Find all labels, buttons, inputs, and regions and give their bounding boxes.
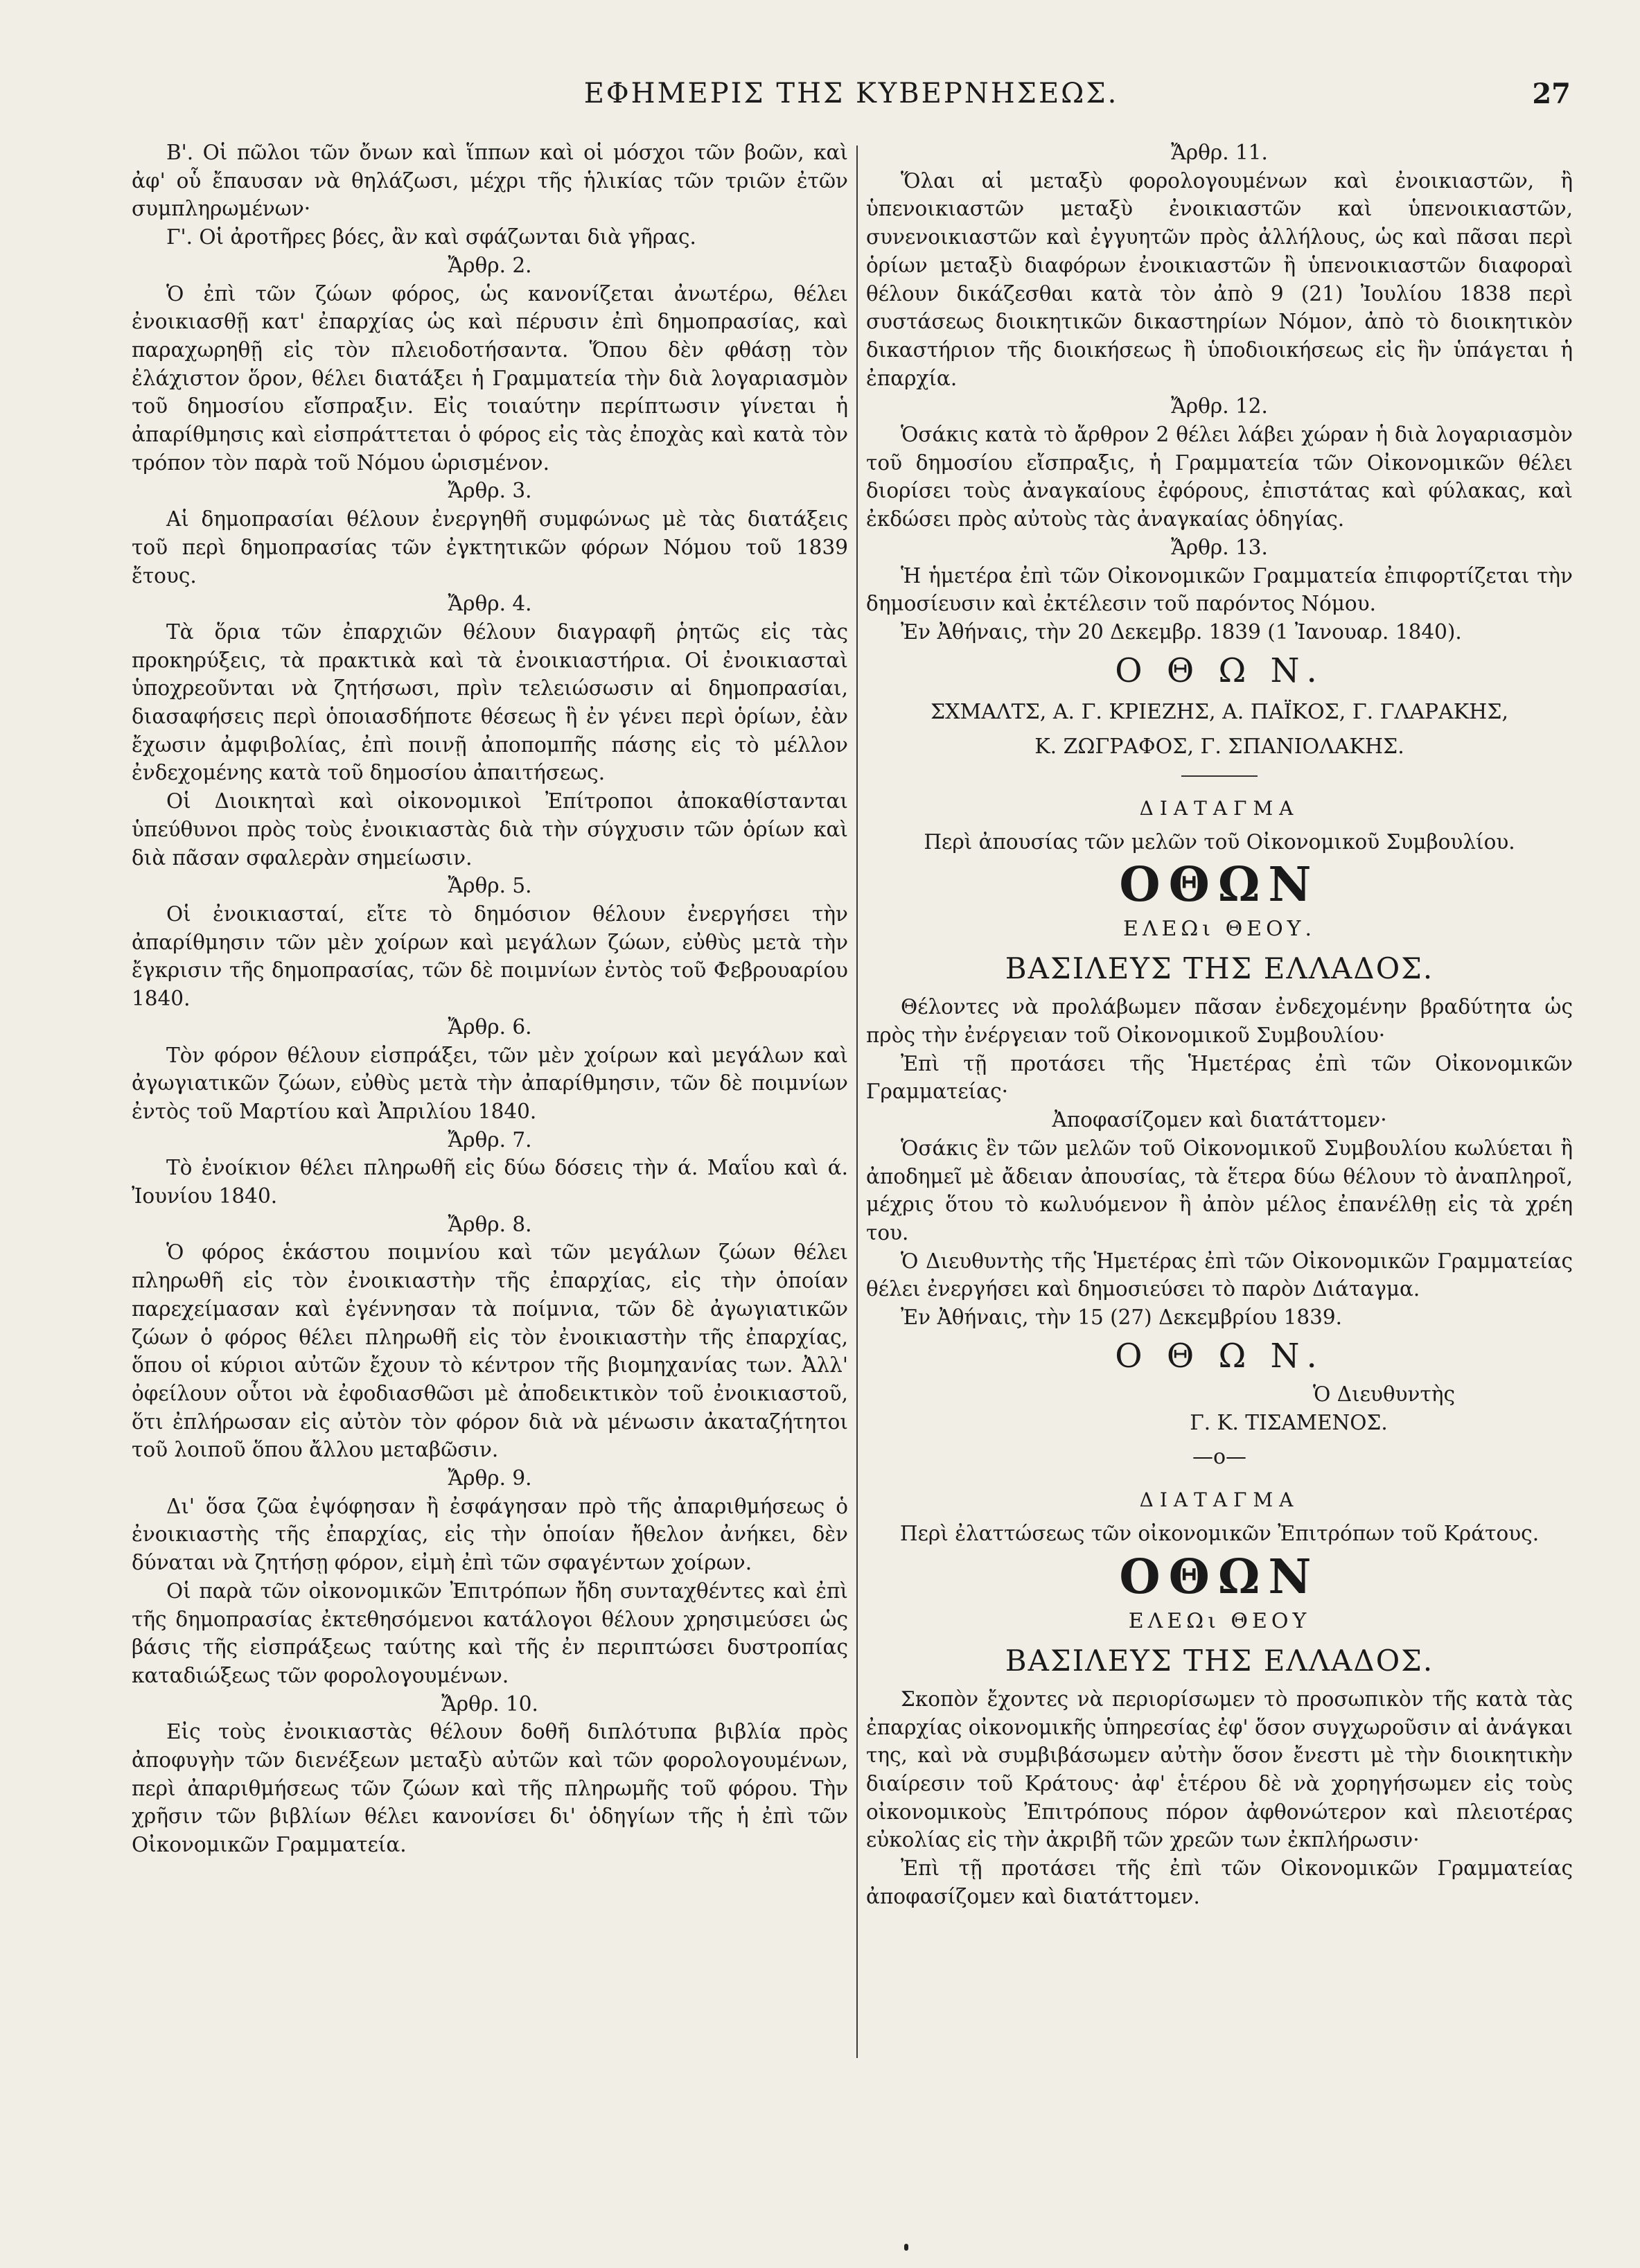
ministers-signatures: ΣΧΜΑΛΤΣ, Α. Γ. ΚΡΙΕΖΗΣ, Α. ΠΑΪΚΟΣ, Γ. ΓΛΑΡΑΚΗΣ, — [930, 699, 1509, 724]
paragraph: Τὸ ἐνοίκιον θέλει πληρωθῆ εἰς δύω δόσεις τὴν ά. Μαΐου καὶ ά. Ἰουνίου 1840. — [132, 1156, 848, 1208]
paragraph: Εἰς τοὺς ἐνοικιαστὰς θέλουν δοθῆ διπλότυπα βιβλία πρὸς ἀποφυγὴν τῶν διενέξεων μεταξὺ αὐτῶν καὶ τῶν φορολογουμένων, περὶ ἀπαριθμήσεως τῶν ζώων καὶ τῆς πληρωμῆς τοῦ φόρου. Τὴν χρῆσιν τῶν βιβλίων θέλει κανονίσει δι' ὁδηγίων τῆς ἡ ἐπὶ τῶν Οἰκονομικῶν Γραμματεία. — [132, 1720, 848, 1857]
paragraph: Δι' ὅσα ζῶα ἐψόφησαν ἢ ἐσφάγησαν πρὸ τῆς ἀπαριθμήσεως ὁ ἐνοικιαστὴς τῆς ἐπαρχίας, εἰς τὴν ὁποίαν ἤθελον ἀνήκει, δὲν δύναται νὰ ζητήσῃ φόρον, εἰμὴ ἐπὶ τῶν σφαγέντων χοίρων. — [132, 1494, 848, 1575]
article-heading: Ἄρθρ. 13. — [1171, 535, 1268, 559]
article-heading: Ἄρθρ. 7. — [448, 1127, 532, 1152]
paragraph: Β'. Οἱ πῶλοι τῶν ὄνων καὶ ἵππων καὶ οἱ μόσχοι τῶν βοῶν, καὶ ἀφ' οὗ ἔπαυσαν νὰ θηλάζωσι, μέχρι τῆς ἡλικίας τῶν τριῶν ἐτῶν συμπληρωμένων· — [132, 141, 848, 221]
paragraph: Θέλοντες νὰ προλάβωμεν πᾶσαν ἐνδεχομένην βραδύτητα ὡς πρὸς τὴν ἐνέργειαν τοῦ Οἰκονομικοῦ Συμβουλίου· — [866, 995, 1573, 1048]
paragraph: Ἐπὶ τῇ προτάσει τῆς ἐπὶ τῶν Οἰκονομικῶν Γραμματείας ἀποφασίζομεν καὶ διατάττομεν. — [866, 1856, 1573, 1908]
section-separator: —o— — [1192, 1445, 1247, 1470]
paragraph: Ὁ φόρος ἑκάστου ποιμνίου καὶ τῶν μεγάλων ζώων θέλει πληρωθῆ εἰς τὸν ἐνοικιαστὴν τῆς ἐπαρχίας, εἰς τὴν ὁποίαν παρεχείμασαν καὶ ἐγέννησαν τὰ ποίμνια, τῶν δὲ ἀγωγιατικῶν ζώων ὁ φόρος θέλει πληρωθῆ εἰς τὸν ἐνοικιαστὴν τῆς ἐπαρχίας, ὅπου οἱ κύριοι αὐτῶν ἔχουν τὸ κέντρον τῆς βιομηχανίας των. Ἀλλ' ὀφείλουν οὗτοι νὰ ἐφοδιασθῶσι μὲ ἀποδεικτικὸν τοῦ ἐνοικιαστοῦ, ὅτι ἐπλήρωσαν εἰς αὐτὸν τὸν φόρον διὰ νὰ μένωσιν ἀκαταζήτητοι τοῦ λοιποῦ ὅπου ἄλλου μεταβῶσιν. — [132, 1240, 848, 1462]
decree-label: ΔΙΑΤΑΓΜΑ — [1139, 796, 1300, 820]
column-divider — [856, 146, 858, 2058]
gazette-title: ΕΦΗΜΕΡΙΣ ΤΗΣ ΚΥΒΕΡΝΗΣΕΩΣ. — [583, 78, 1119, 109]
ministers-signatures: Κ. ΖΩΓΡΑΦΟΣ, Γ. ΣΠΑΝΙΟΛΑΚΗΣ. — [1034, 734, 1404, 759]
article-heading: Ἄρθρ. 9. — [448, 1466, 532, 1491]
ink-mark — [904, 2244, 908, 2251]
paragraph: Οἱ παρὰ τῶν οἰκονομικῶν Ἐπιτρόπων ἤδη συνταχθέντες καὶ ἐπὶ τῆς δημοπρασίας ἐκτεθησόμενοι κατάλογοι θέλουν χρησιμεύσει ὡς βάσις τῆς εἰσπράξεως ταύτης καὶ τῆς ἐν περιπτώσει δυστροπίας καταδιώξεως τῶν φορολογουμένων. — [132, 1579, 848, 1687]
decree-subject: Περὶ ἀπουσίας τῶν μελῶν τοῦ Οἰκονομικοῦ Συμβουλίου. — [924, 829, 1515, 854]
paragraph: Ὁσάκις ἓν τῶν μελῶν τοῦ Οἰκονομικοῦ Συμβουλίου κωλύεται ἢ ἀποδημεῖ μὲ ἄδειαν ἀπουσίας, τὰ ἕτερα δύω θέλουν τὸ ἀναπληροῖ, μέχρις ὅτου τὸ κωλυόμενον ἢ ἀπὸν μέλος ἐπανέλθῃ εἰς τὰ χρέη του. — [866, 1136, 1573, 1245]
page-number: 27 — [1532, 78, 1571, 110]
paragraph: Τὸν φόρον θέλουν εἰσπράξει, τῶν μὲν χοίρων καὶ μεγάλων καὶ ἀγωγιατικῶν ζώων, εὐθὺς μετὰ τὴν ἀπαρίθμησιν, τῶν δὲ ποιμνίων ἐντὸς τοῦ Μαρτίου καὶ Ἀπριλίου 1840. — [132, 1043, 848, 1123]
page-header — [132, 69, 1571, 125]
date-line: Ἐν Ἀθήναις, τὴν 15 (27) Δεκεμβρίου 1839. — [901, 1306, 1343, 1330]
paragraph: Ὁσάκις κατὰ τὸ ἄρθρον 2 θέλει λάβει χώραν ἡ διὰ λογαριασμὸν τοῦ δημοσίου εἴσπραξις, ἡ Γραμματεία τῶν Οἰκονομικῶν θέλει διορίσει τοὺς ἀναγκαίους ἐφόρους, ἐπιστάτας καὶ φύλακας, καὶ ἐκδώσει πρὸς αὐτοὺς τὰς ἀναγκαίας ὁδηγίας. — [866, 423, 1573, 531]
decree-subject: Περὶ ἐλαττώσεως τῶν οἰκονομικῶν Ἐπιτρόπων τοῦ Κράτους. — [899, 1522, 1540, 1546]
article-heading: Ἄρθρ. 5. — [448, 874, 532, 898]
article-heading: Ἄρθρ. 4. — [448, 592, 532, 616]
king-name: ΟΘΩΝ — [1119, 1549, 1320, 1605]
article-heading: Ἄρθρ. 11. — [1171, 141, 1268, 164]
director-title: Ὁ Διευθυντὴς — [1313, 1382, 1455, 1406]
royal-signature: Ο Θ Ω Ν. — [1115, 1336, 1324, 1375]
right-column — [866, 139, 1573, 1911]
paragraph: Ὅλαι αἱ μεταξὺ φορολογουμένων καὶ ἐνοικιαστῶν, ἢ ὑπενοικιαστῶν μεταξὺ ἐνοικιαστῶν καὶ ὑπενοικιαστῶν, συνενοικιαστῶν καὶ ἐγγυητῶν πρὸς ἀλλήλους, ὡς καὶ πᾶσαι περὶ ὁρίων μεταξὺ διαφόρων ἐνοικιαστῶν ἢ ὑπενοικιαστῶν διαφοραὶ θέλουν δικάζεσθαι κατὰ τὸν ἀπὸ 9 (21) Ἰουλίου 1838 περὶ συστάσεως διοικητικῶν δικαστηρίων Νόμον, ἀπὸ τὸ διοικητικὸν δικαστήριον τῆς διοικήσεως ἢ ὑποδιοικήσεως εἰς ἣν ὑπάγεται ἡ ἐπαρχία. — [866, 168, 1573, 390]
date-line: Ἐν Ἀθήναις, τὴν 20 Δεκεμβρ. 1839 (1 Ἰανουαρ. 1840). — [901, 619, 1462, 644]
king-name: ΟΘΩΝ — [1119, 857, 1320, 913]
left-column — [132, 139, 848, 1859]
paragraph: Γ'. Οἱ ἀροτῆρες βόες, ἂν καὶ σφάζωνται διὰ γῆρας. — [166, 225, 696, 249]
king-title: ΒΑΣΙΛΕΥΣ ΤΗΣ ΕΛΛΑΔΟΣ. — [1005, 951, 1434, 986]
paragraph: Οἱ ἐνοικιασταί, εἴτε τὸ δημόσιον θέλουν ἐνεργήσει τὴν ἀπαρίθμησιν τῶν μὲν χοίρων καὶ μεγάλων ζώων, εὐθὺς μετὰ τὴν ἔγκρισιν τῆς δημοπρασίας, τῶν δὲ ποιμνίων ἐντὸς τοῦ Φεβρουαρίου 1840. — [132, 902, 848, 1011]
paragraph: Ὁ ἐπὶ τῶν ζώων φόρος, ὡς κανονίζεται ἀνωτέρω, θέλει ἐνοικιασθῇ κατ' ἐπαρχίας ὡς καὶ πέρυσιν ἐπὶ δημοπρασίας, καὶ παραχωρηθῇ εἰς τὸν πλειοδοτήσαντα. Ὅπου δὲν φθάσῃ τὸν ἐλάχιστον ὅρον, θέλει διατάξει ἡ Γραμματεία τὴν διὰ λογαριασμὸν τοῦ δημοσίου εἴσπραξιν. Εἰς τοιαύτην περίπτωσιν γίνεται ἡ ἀπαρίθμησις καὶ εἰσπράττεται ὁ φόρος εἰς τὰς ἐποχὰς καὶ κατὰ τὸν τρόπον τὸν παρὰ τοῦ Νόμου ὡρισμένον. — [132, 281, 848, 475]
article-heading: Ἄρθρ. 2. — [448, 253, 532, 277]
by-grace-of-god: ΕΛΕΩι ΘΕΟΥ — [1128, 1608, 1311, 1633]
paragraph: Ἡ ἡμετέρα ἐπὶ τῶν Οἰκονομικῶν Γραμματεία ἐπιφορτίζεται τὴν δημοσίευσιν καὶ ἐκτέλεσιν τοῦ παρόντος Νόμου. — [866, 563, 1573, 616]
paragraph: Σκοπὸν ἔχοντες νὰ περιορίσωμεν τὸ προσωπικὸν τῆς κατὰ τὰς ἐπαρχίας οἰκονομικῆς ὑπηρεσίας ἐφ' ὅσον συγχωροῦσιν αἱ ἀνάγκαι της, καὶ νὰ συμβιβάσωμεν αὐτὴν ὅσον ἔνεστι μὲ τὴν διοικητικὴν διαίρεσιν τοῦ Κράτους· ἀφ' ἑτέρου δὲ νὰ χορηγήσωμεν εἰς τοὺς οἰκονομικοὺς Ἐπιτρόπους πόρον ἀφθονώτερον καὶ πλειοτέρας εὐκολίας εἰς τὴν ἀκριβῆ τῶν χρεῶν των ἐκπλήρωσιν· — [866, 1687, 1573, 1852]
article-heading: Ἄρθρ. 3. — [448, 479, 532, 503]
section-rule — [1181, 775, 1258, 777]
paragraph: Οἱ Διοικηταὶ καὶ οἰκονομικοὶ Ἐπίτροποι ἀποκαθίστανται ὑπεύθυνοι πρὸς τοὺς ἐνοικιαστὰς διὰ τὴν σύγχυσιν τῶν ὁρίων καὶ διὰ πᾶσαν σφαλερὰν σημείωσιν. — [132, 789, 848, 870]
article-heading: Ἄρθρ. 12. — [1171, 394, 1268, 419]
paragraph: Αἱ δημοπρασίαι θέλουν ἐνεργηθῆ συμφώνως μὲ τὰς διατάξεις τοῦ περὶ δημοπρασίας τῶν ἐγκτητικῶν φόρων Νόμου τοῦ 1839 ἔτους. — [132, 507, 848, 588]
by-grace-of-god: ΕΛΕΩι ΘΕΟΥ. — [1122, 917, 1316, 942]
paragraph: Ἀποφασίζομεν καὶ διατάττομεν· — [1052, 1108, 1387, 1132]
paragraph: Τὰ ὅρια τῶν ἐπαρχιῶν θέλουν διαγραφῆ ῥητῶς εἰς τὰς προκηρύξεις, τὰ πρακτικὰ καὶ τὰ ἐνοικιαστήρια. Οἱ ἐνοικιασταὶ ὑποχρεοῦνται νὰ ζητήσωσι, πρὶν τελειώσωσιν αἱ δημοπρασίαι, διασαφήσεις περὶ ὁποιασδήποτε θέσεως ἣ ἐν γένει περὶ ὁρίων, ἐὰν ἔχωσιν ἀμφιβολίας, ἐπὶ ποινῇ ἀποπομπῆς πάσης εἰς τὸ μέλλον ἐνδεχομένης κατὰ τοῦ δημοσίου ἀπαιτήσεως. — [132, 619, 848, 785]
decree-label: ΔΙΑΤΑΓΜΑ — [1139, 1488, 1300, 1512]
king-title: ΒΑΣΙΛΕΥΣ ΤΗΣ ΕΛΛΑΔΟΣ. — [1005, 1643, 1434, 1678]
article-heading: Ἄρθρ. 6. — [448, 1014, 532, 1039]
royal-signature: Ο Θ Ω Ν. — [1115, 651, 1324, 690]
paragraph: Ὁ Διευθυντὴς τῆς Ἡμετέρας ἐπὶ τῶν Οἰκονομικῶν Γραμματείας θέλει ἐνεργήσει καὶ δημοσιεύσει τὸ παρὸν Διάταγμα. — [866, 1249, 1573, 1301]
article-heading: Ἄρθρ. 8. — [448, 1212, 532, 1236]
director-name: Γ. Κ. ΤΙΣΑΜΕΝΟΣ. — [1190, 1410, 1388, 1434]
paragraph: Ἐπὶ τῇ προτάσει τῆς Ἡμετέρας ἐπὶ τῶν Οἰκονομικῶν Γραμματείας· — [866, 1051, 1573, 1104]
article-heading: Ἄρθρ. 10. — [441, 1691, 538, 1716]
